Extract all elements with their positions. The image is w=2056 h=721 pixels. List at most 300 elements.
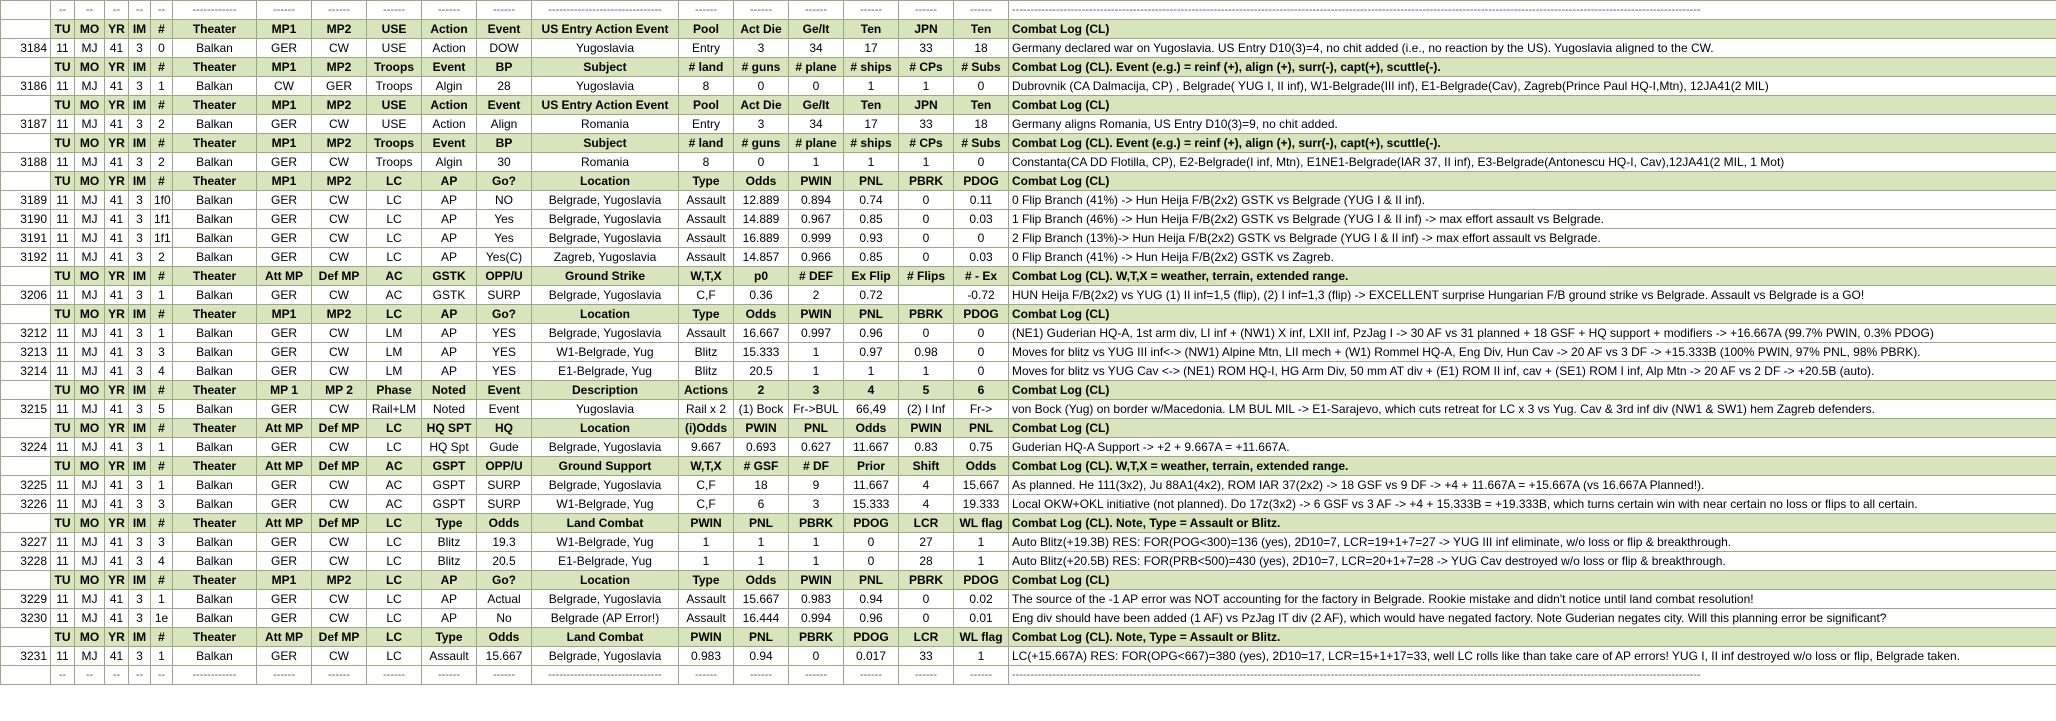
grid-cell[interactable]: 3 bbox=[789, 495, 844, 514]
grid-cell[interactable]: GER bbox=[257, 39, 312, 58]
grid-cell[interactable]: W1-Belgrade, Yug bbox=[532, 533, 679, 552]
grid-cell[interactable]: 1 bbox=[844, 77, 899, 96]
grid-cell[interactable]: JPN bbox=[899, 20, 954, 39]
combat-log-cell[interactable]: Combat Log (CL). Event (e.g.) = reinf (+), align (+), surr(-), capt(+), scuttle(-). bbox=[1009, 58, 2056, 77]
grid-cell[interactable]: Troops bbox=[367, 58, 422, 77]
combat-log-cell[interactable]: Dubrovnik (CA Dalmacija, CP) , Belgrade( YUG I, II inf), W1-Belgrade(III inf), E1-Belgrade(Cav), Zagreb(Prince Paul HQ-I,Mtn), 12JA41(2 MIL) bbox=[1009, 77, 2056, 96]
row-number-cell[interactable]: 3192 bbox=[1, 248, 51, 267]
grid-cell[interactable]: 17 bbox=[844, 115, 899, 134]
grid-cell[interactable]: LC bbox=[367, 628, 422, 647]
grid-cell[interactable]: -- bbox=[151, 666, 173, 685]
grid-cell[interactable]: 1 bbox=[844, 153, 899, 172]
grid-cell[interactable]: SURP bbox=[477, 495, 532, 514]
combat-log-cell[interactable]: Auto Blitz(+20.5B) RES: FOR(PRB<500)=430 (yes), 2D10=7, LCR=20+1+7=28 -> YUG Cav destroyed w/o loss or flip & breakthrough. bbox=[1009, 552, 2056, 571]
grid-cell[interactable]: YR bbox=[105, 172, 129, 191]
grid-cell[interactable]: 33 bbox=[899, 647, 954, 666]
grid-cell[interactable]: # bbox=[151, 457, 173, 476]
grid-cell[interactable]: 11 bbox=[51, 210, 75, 229]
grid-cell[interactable]: 41 bbox=[105, 476, 129, 495]
grid-cell[interactable]: 3 bbox=[129, 286, 151, 305]
grid-cell[interactable]: 3 bbox=[129, 115, 151, 134]
grid-cell[interactable]: p0 bbox=[734, 267, 789, 286]
grid-cell[interactable]: 0.997 bbox=[789, 324, 844, 343]
grid-cell[interactable]: MJ bbox=[75, 229, 105, 248]
grid-cell[interactable]: 0 bbox=[954, 229, 1009, 248]
grid-cell[interactable]: Belgrade, Yugoslavia bbox=[532, 324, 679, 343]
grid-cell[interactable]: 41 bbox=[105, 438, 129, 457]
grid-cell[interactable]: GER bbox=[257, 400, 312, 419]
grid-cell[interactable]: GER bbox=[257, 115, 312, 134]
grid-cell[interactable]: IM bbox=[129, 381, 151, 400]
grid-cell[interactable]: YES bbox=[477, 362, 532, 381]
grid-cell[interactable]: PWIN bbox=[734, 419, 789, 438]
grid-cell[interactable]: Zagreb, Yugoslavia bbox=[532, 248, 679, 267]
grid-cell[interactable]: Actual bbox=[477, 590, 532, 609]
grid-cell[interactable]: # bbox=[151, 20, 173, 39]
grid-cell[interactable]: # CPs bbox=[899, 58, 954, 77]
grid-cell[interactable]: 1 bbox=[151, 286, 173, 305]
grid-cell[interactable]: MJ bbox=[75, 552, 105, 571]
grid-cell[interactable]: Balkan bbox=[173, 590, 257, 609]
grid-cell[interactable]: 41 bbox=[105, 191, 129, 210]
grid-cell[interactable]: 0.983 bbox=[679, 647, 734, 666]
grid-cell[interactable]: 11 bbox=[51, 400, 75, 419]
grid-cell[interactable]: Balkan bbox=[173, 400, 257, 419]
combat-log-cell[interactable]: Combat Log (CL). W,T,X = weather, terrain, extended range. bbox=[1009, 457, 2056, 476]
combat-log-cell[interactable]: The source of the -1 AP error was NOT accounting for the factory in Belgrade. Rookie mistake and didn't notice until land combat resolution! bbox=[1009, 590, 2056, 609]
grid-cell[interactable]: LC bbox=[367, 248, 422, 267]
row-number-cell[interactable] bbox=[1, 20, 51, 39]
grid-cell[interactable]: W1-Belgrade, Yug bbox=[532, 495, 679, 514]
grid-cell[interactable]: Yes bbox=[477, 229, 532, 248]
grid-cell[interactable]: CW bbox=[312, 324, 367, 343]
grid-cell[interactable]: 0.85 bbox=[844, 248, 899, 267]
row-number-cell[interactable] bbox=[1, 571, 51, 590]
grid-cell[interactable]: Balkan bbox=[173, 286, 257, 305]
grid-cell[interactable]: Event bbox=[477, 381, 532, 400]
grid-cell[interactable]: Blitz bbox=[422, 533, 477, 552]
grid-cell[interactable]: GSPT bbox=[422, 476, 477, 495]
grid-cell[interactable]: GER bbox=[257, 533, 312, 552]
row-number-cell[interactable]: 3190 bbox=[1, 210, 51, 229]
grid-cell[interactable]: Fr->BUL bbox=[789, 400, 844, 419]
combat-log-cell[interactable]: 1 Flip Branch (46%) -> Hun Heija F/B(2x2) GSTK vs Belgrade (YUG I & II inf) -> max effort assault vs Belgrade. bbox=[1009, 210, 2056, 229]
grid-cell[interactable]: -0.72 bbox=[954, 286, 1009, 305]
grid-cell[interactable]: 0.894 bbox=[789, 191, 844, 210]
grid-cell[interactable]: GSTK bbox=[422, 267, 477, 286]
grid-cell[interactable]: 0 bbox=[899, 210, 954, 229]
grid-cell[interactable]: Balkan bbox=[173, 343, 257, 362]
grid-cell[interactable]: LC bbox=[367, 552, 422, 571]
grid-cell[interactable]: IM bbox=[129, 628, 151, 647]
combat-log-cell[interactable]: As planned. He 111(3x2), Ju 88A1(4x2), ROM IAR 37(2x2) -> 18 GSF vs 9 DF -> +4 + 11.667A = +15.667A (vs 16.667A Planned!). bbox=[1009, 476, 2056, 495]
grid-cell[interactable]: PBRK bbox=[789, 628, 844, 647]
row-number-cell[interactable]: 3189 bbox=[1, 191, 51, 210]
grid-cell[interactable]: Odds bbox=[734, 571, 789, 590]
grid-cell[interactable]: YR bbox=[105, 267, 129, 286]
combat-log-cell[interactable]: 2 Flip Branch (13%)-> Hun Heija F/B(2x2) GSTK vs Belgrade (YUG I & II inf) -> max effort assault vs Belgrade. bbox=[1009, 229, 2056, 248]
grid-cell[interactable]: CW bbox=[312, 153, 367, 172]
grid-cell[interactable]: Go? bbox=[477, 571, 532, 590]
grid-cell[interactable]: 0 bbox=[151, 39, 173, 58]
grid-cell[interactable]: AC bbox=[367, 476, 422, 495]
grid-cell[interactable]: 11 bbox=[51, 495, 75, 514]
grid-cell[interactable]: LC bbox=[367, 191, 422, 210]
grid-cell[interactable]: AP bbox=[422, 324, 477, 343]
grid-cell[interactable]: PWIN bbox=[679, 628, 734, 647]
grid-cell[interactable]: GER bbox=[257, 552, 312, 571]
grid-cell[interactable]: # bbox=[151, 134, 173, 153]
grid-cell[interactable]: MO bbox=[75, 457, 105, 476]
grid-cell[interactable]: Actions bbox=[679, 381, 734, 400]
grid-cell[interactable]: PWIN bbox=[789, 571, 844, 590]
grid-cell[interactable]: AP bbox=[422, 248, 477, 267]
grid-cell[interactable]: 41 bbox=[105, 590, 129, 609]
grid-cell[interactable]: CW bbox=[312, 210, 367, 229]
grid-cell[interactable]: 1 bbox=[789, 552, 844, 571]
grid-cell[interactable]: Rail x 2 bbox=[679, 400, 734, 419]
grid-cell[interactable]: HQ bbox=[477, 419, 532, 438]
grid-cell[interactable]: 0.97 bbox=[844, 343, 899, 362]
grid-cell[interactable]: 41 bbox=[105, 647, 129, 666]
grid-cell[interactable]: MP1 bbox=[257, 58, 312, 77]
grid-cell[interactable]: MJ bbox=[75, 210, 105, 229]
grid-cell[interactable]: IM bbox=[129, 172, 151, 191]
grid-cell[interactable]: PBRK bbox=[899, 305, 954, 324]
grid-cell[interactable]: # Subs bbox=[954, 134, 1009, 153]
grid-cell[interactable]: Belgrade, Yugoslavia bbox=[532, 210, 679, 229]
grid-cell[interactable]: GER bbox=[257, 362, 312, 381]
grid-cell[interactable]: Act Die bbox=[734, 96, 789, 115]
grid-cell[interactable]: GER bbox=[257, 343, 312, 362]
grid-cell[interactable]: Ge/It bbox=[789, 96, 844, 115]
grid-cell[interactable]: CW bbox=[312, 229, 367, 248]
grid-cell[interactable]: 11 bbox=[51, 77, 75, 96]
combat-log-cell[interactable]: Combat Log (CL). Event (e.g.) = reinf (+), align (+), surr(-), capt(+), scuttle(-). bbox=[1009, 134, 2056, 153]
combat-log-cell[interactable]: LC(+15.667A) RES: FOR(OPG<667)=380 (yes), 2D10=17, LCR=15+1+17=33, well LC rolls like than take care of AP errors! YUG I, II inf destroyed w/o loss or flip, Belgrade taken. bbox=[1009, 647, 2056, 666]
grid-cell[interactable]: 1 bbox=[734, 533, 789, 552]
grid-cell[interactable]: OPP/U bbox=[477, 267, 532, 286]
grid-cell[interactable]: E1-Belgrade, Yug bbox=[532, 362, 679, 381]
grid-cell[interactable]: 0.994 bbox=[789, 609, 844, 628]
grid-cell[interactable]: Yes bbox=[477, 210, 532, 229]
grid-cell[interactable]: 0 bbox=[954, 362, 1009, 381]
grid-cell[interactable]: 0.967 bbox=[789, 210, 844, 229]
grid-cell[interactable]: Theater bbox=[173, 628, 257, 647]
grid-cell[interactable]: 1f1 bbox=[151, 210, 173, 229]
grid-cell[interactable]: 20.5 bbox=[734, 362, 789, 381]
grid-cell[interactable]: MO bbox=[75, 419, 105, 438]
grid-cell[interactable]: MO bbox=[75, 267, 105, 286]
grid-cell[interactable]: ------ bbox=[477, 1, 532, 20]
grid-cell[interactable]: 41 bbox=[105, 324, 129, 343]
grid-cell[interactable]: C,F bbox=[679, 286, 734, 305]
grid-cell[interactable]: GER bbox=[257, 210, 312, 229]
grid-cell[interactable]: MJ bbox=[75, 495, 105, 514]
grid-cell[interactable]: ------ bbox=[257, 666, 312, 685]
row-number-cell[interactable]: 3214 bbox=[1, 362, 51, 381]
combat-log-cell[interactable]: Germany declared war on Yugoslavia. US Entry D10(3)=4, no chit added (i.e., no reaction by the US). Yugoslavia aligned to the CW. bbox=[1009, 39, 2056, 58]
grid-cell[interactable]: LM bbox=[367, 362, 422, 381]
grid-cell[interactable]: Theater bbox=[173, 20, 257, 39]
grid-cell[interactable]: Prior bbox=[844, 457, 899, 476]
grid-cell[interactable]: # - Ex bbox=[954, 267, 1009, 286]
grid-cell[interactable]: Blitz bbox=[679, 343, 734, 362]
combat-log-cell[interactable]: -------------------------------------------------------------------------------------------------------------------------------------------------------------------------------------------- bbox=[1009, 666, 2056, 685]
grid-cell[interactable]: Assault bbox=[679, 609, 734, 628]
grid-cell[interactable]: 33 bbox=[899, 115, 954, 134]
grid-cell[interactable]: 4 bbox=[844, 381, 899, 400]
grid-cell[interactable]: PNL bbox=[844, 571, 899, 590]
grid-cell[interactable]: CW bbox=[312, 609, 367, 628]
grid-cell[interactable]: Pool bbox=[679, 20, 734, 39]
grid-cell[interactable]: ------ bbox=[734, 666, 789, 685]
grid-cell[interactable]: Troops bbox=[367, 134, 422, 153]
grid-cell[interactable]: 30 bbox=[477, 153, 532, 172]
grid-cell[interactable]: Blitz bbox=[422, 552, 477, 571]
grid-cell[interactable]: ------ bbox=[844, 1, 899, 20]
grid-cell[interactable]: HQ SPT bbox=[422, 419, 477, 438]
grid-cell[interactable]: 3 bbox=[129, 552, 151, 571]
grid-cell[interactable]: # bbox=[151, 514, 173, 533]
grid-cell[interactable]: -- bbox=[105, 1, 129, 20]
grid-cell[interactable]: LM bbox=[367, 343, 422, 362]
row-number-cell[interactable] bbox=[1, 305, 51, 324]
grid-cell[interactable]: LC bbox=[367, 438, 422, 457]
grid-cell[interactable]: Att MP bbox=[257, 628, 312, 647]
grid-cell[interactable]: LC bbox=[367, 514, 422, 533]
grid-cell[interactable]: Act Die bbox=[734, 20, 789, 39]
grid-cell[interactable]: 41 bbox=[105, 229, 129, 248]
row-number-cell[interactable] bbox=[1, 96, 51, 115]
grid-cell[interactable]: IM bbox=[129, 457, 151, 476]
grid-cell[interactable]: GER bbox=[257, 153, 312, 172]
row-number-cell[interactable] bbox=[1, 514, 51, 533]
grid-cell[interactable]: 11 bbox=[51, 362, 75, 381]
grid-cell[interactable]: YR bbox=[105, 628, 129, 647]
grid-cell[interactable]: Ten bbox=[954, 96, 1009, 115]
row-number-cell[interactable]: 3224 bbox=[1, 438, 51, 457]
grid-cell[interactable]: TU bbox=[51, 419, 75, 438]
row-number-cell[interactable] bbox=[1, 172, 51, 191]
grid-cell[interactable]: ------ bbox=[954, 1, 1009, 20]
grid-cell[interactable]: AP bbox=[422, 172, 477, 191]
grid-cell[interactable]: 3 bbox=[129, 495, 151, 514]
grid-cell[interactable]: ------------------------------- bbox=[532, 1, 679, 20]
grid-cell[interactable]: 0.693 bbox=[734, 438, 789, 457]
grid-cell[interactable]: 11 bbox=[51, 286, 75, 305]
grid-cell[interactable]: IM bbox=[129, 571, 151, 590]
grid-cell[interactable]: Go? bbox=[477, 172, 532, 191]
combat-log-cell[interactable]: Auto Blitz(+19.3B) RES: FOR(POG<300)=136 (yes), 2D10=7, LCR=19+1+7=27 -> YUG III inf eliminate, w/o loss or flip & breakthrough. bbox=[1009, 533, 2056, 552]
grid-cell[interactable]: 18 bbox=[954, 115, 1009, 134]
grid-cell[interactable]: Event bbox=[477, 20, 532, 39]
grid-cell[interactable]: Belgrade, Yugoslavia bbox=[532, 191, 679, 210]
grid-cell[interactable]: Noted bbox=[422, 381, 477, 400]
grid-cell[interactable]: 0.966 bbox=[789, 248, 844, 267]
grid-cell[interactable]: ------ bbox=[422, 1, 477, 20]
grid-cell[interactable]: 1 bbox=[899, 362, 954, 381]
grid-cell[interactable]: 41 bbox=[105, 115, 129, 134]
grid-cell[interactable]: 41 bbox=[105, 609, 129, 628]
grid-cell[interactable]: 3 bbox=[789, 381, 844, 400]
grid-cell[interactable]: LC bbox=[367, 419, 422, 438]
grid-cell[interactable]: GSPT bbox=[422, 495, 477, 514]
grid-cell[interactable]: Balkan bbox=[173, 476, 257, 495]
grid-cell[interactable]: W,T,X bbox=[679, 267, 734, 286]
grid-cell[interactable]: Def MP bbox=[312, 457, 367, 476]
grid-cell[interactable]: LC bbox=[367, 305, 422, 324]
grid-cell[interactable]: CW bbox=[312, 533, 367, 552]
grid-cell[interactable]: Balkan bbox=[173, 609, 257, 628]
grid-cell[interactable]: Theater bbox=[173, 267, 257, 286]
grid-cell[interactable]: 41 bbox=[105, 153, 129, 172]
grid-cell[interactable]: ------ bbox=[899, 1, 954, 20]
grid-cell[interactable]: TU bbox=[51, 628, 75, 647]
grid-cell[interactable]: LC bbox=[367, 647, 422, 666]
grid-cell[interactable]: CW bbox=[312, 400, 367, 419]
grid-cell[interactable]: No bbox=[477, 609, 532, 628]
grid-cell[interactable]: 1 bbox=[789, 343, 844, 362]
grid-cell[interactable]: 0 bbox=[734, 153, 789, 172]
grid-cell[interactable]: # bbox=[151, 305, 173, 324]
grid-cell[interactable]: # Subs bbox=[954, 58, 1009, 77]
grid-cell[interactable]: 3 bbox=[129, 400, 151, 419]
grid-cell[interactable]: TU bbox=[51, 58, 75, 77]
grid-cell[interactable]: MP1 bbox=[257, 96, 312, 115]
grid-cell[interactable]: TU bbox=[51, 267, 75, 286]
grid-cell[interactable]: MP2 bbox=[312, 20, 367, 39]
combat-log-cell[interactable]: Combat Log (CL) bbox=[1009, 419, 2056, 438]
grid-cell[interactable]: # GSF bbox=[734, 457, 789, 476]
grid-cell[interactable]: 3 bbox=[129, 39, 151, 58]
grid-cell[interactable]: Belgrade, Yugoslavia bbox=[532, 286, 679, 305]
grid-cell[interactable]: 11 bbox=[51, 476, 75, 495]
grid-cell[interactable]: 11 bbox=[51, 647, 75, 666]
grid-cell[interactable]: GER bbox=[257, 248, 312, 267]
grid-cell[interactable]: CW bbox=[312, 438, 367, 457]
grid-cell[interactable]: DOW bbox=[477, 39, 532, 58]
grid-cell[interactable]: IM bbox=[129, 305, 151, 324]
grid-cell[interactable]: ------ bbox=[312, 1, 367, 20]
grid-cell[interactable]: 1 bbox=[789, 153, 844, 172]
grid-cell[interactable]: US Entry Action Event bbox=[532, 20, 679, 39]
grid-cell[interactable]: 0 bbox=[954, 77, 1009, 96]
grid-cell[interactable]: 41 bbox=[105, 343, 129, 362]
grid-cell[interactable]: -- bbox=[129, 1, 151, 20]
grid-cell[interactable]: AC bbox=[367, 286, 422, 305]
grid-cell[interactable]: TU bbox=[51, 96, 75, 115]
grid-cell[interactable]: # bbox=[151, 172, 173, 191]
grid-cell[interactable]: Ground Support bbox=[532, 457, 679, 476]
grid-cell[interactable]: Theater bbox=[173, 457, 257, 476]
row-number-cell[interactable] bbox=[1, 134, 51, 153]
grid-cell[interactable]: USE bbox=[367, 20, 422, 39]
grid-cell[interactable]: CW bbox=[312, 552, 367, 571]
combat-log-cell[interactable]: von Bock (Yug) on border w/Macedonia. LM BUL MIL -> E1-Sarajevo, which cuts retreat for LC x 3 vs Yug. Cav & 3rd inf div (NW1 & SW1) hem Zagreb defenders. bbox=[1009, 400, 2056, 419]
grid-cell[interactable]: MJ bbox=[75, 400, 105, 419]
grid-cell[interactable]: JPN bbox=[899, 96, 954, 115]
grid-cell[interactable]: MO bbox=[75, 571, 105, 590]
grid-cell[interactable]: 15.667 bbox=[734, 590, 789, 609]
grid-cell[interactable]: 11 bbox=[51, 438, 75, 457]
grid-cell[interactable]: 18 bbox=[734, 476, 789, 495]
grid-cell[interactable]: AP bbox=[422, 343, 477, 362]
combat-log-cell[interactable]: Combat Log (CL) bbox=[1009, 172, 2056, 191]
grid-cell[interactable]: Assault bbox=[679, 210, 734, 229]
row-number-cell[interactable] bbox=[1, 457, 51, 476]
grid-cell[interactable]: 0 bbox=[899, 324, 954, 343]
row-number-cell[interactable] bbox=[1, 381, 51, 400]
grid-cell[interactable]: 1 bbox=[789, 533, 844, 552]
grid-cell[interactable]: 3 bbox=[129, 438, 151, 457]
grid-cell[interactable]: 5 bbox=[899, 381, 954, 400]
grid-cell[interactable]: Subject bbox=[532, 58, 679, 77]
grid-cell[interactable]: MJ bbox=[75, 77, 105, 96]
grid-cell[interactable]: 11 bbox=[51, 552, 75, 571]
grid-cell[interactable]: Theater bbox=[173, 172, 257, 191]
grid-cell[interactable]: GER bbox=[257, 229, 312, 248]
grid-cell[interactable]: GER bbox=[257, 495, 312, 514]
grid-cell[interactable]: Location bbox=[532, 305, 679, 324]
combat-log-cell[interactable]: Combat Log (CL) bbox=[1009, 96, 2056, 115]
grid-cell[interactable]: Balkan bbox=[173, 647, 257, 666]
grid-cell[interactable]: YR bbox=[105, 571, 129, 590]
grid-cell[interactable]: Yes(C) bbox=[477, 248, 532, 267]
grid-cell[interactable]: 1 bbox=[954, 647, 1009, 666]
grid-cell[interactable]: 0.83 bbox=[899, 438, 954, 457]
grid-cell[interactable]: TU bbox=[51, 571, 75, 590]
grid-cell[interactable]: Troops bbox=[367, 77, 422, 96]
row-number-cell[interactable]: 3212 bbox=[1, 324, 51, 343]
grid-cell[interactable]: AP bbox=[422, 305, 477, 324]
grid-cell[interactable]: ------ bbox=[367, 1, 422, 20]
grid-cell[interactable]: GER bbox=[257, 609, 312, 628]
grid-cell[interactable]: YR bbox=[105, 305, 129, 324]
grid-cell[interactable]: # bbox=[151, 96, 173, 115]
grid-cell[interactable]: ------ bbox=[312, 666, 367, 685]
grid-cell[interactable]: 0.983 bbox=[789, 590, 844, 609]
grid-cell[interactable]: # CPs bbox=[899, 134, 954, 153]
grid-cell[interactable]: ------ bbox=[257, 1, 312, 20]
grid-cell[interactable]: PBRK bbox=[899, 172, 954, 191]
row-number-cell[interactable]: 3225 bbox=[1, 476, 51, 495]
grid-cell[interactable]: 3 bbox=[734, 115, 789, 134]
grid-cell[interactable]: 0 bbox=[899, 248, 954, 267]
grid-cell[interactable]: 41 bbox=[105, 552, 129, 571]
grid-cell[interactable]: 41 bbox=[105, 362, 129, 381]
grid-cell[interactable]: PDOG bbox=[954, 571, 1009, 590]
grid-cell[interactable]: Yugoslavia bbox=[532, 39, 679, 58]
grid-cell[interactable]: PBRK bbox=[899, 571, 954, 590]
grid-cell[interactable]: MJ bbox=[75, 533, 105, 552]
grid-cell[interactable]: 3 bbox=[129, 609, 151, 628]
grid-cell[interactable]: MP 1 bbox=[257, 381, 312, 400]
grid-cell[interactable]: Land Combat bbox=[532, 514, 679, 533]
grid-cell[interactable]: 12.889 bbox=[734, 191, 789, 210]
grid-cell[interactable]: 11 bbox=[51, 324, 75, 343]
grid-cell[interactable]: TU bbox=[51, 457, 75, 476]
grid-cell[interactable]: W,T,X bbox=[679, 457, 734, 476]
combat-log-cell[interactable]: 0 Flip Branch (41%) -> Hun Heija F/B(2x2) GSTK vs Zagreb. bbox=[1009, 248, 2056, 267]
grid-cell[interactable]: ------ bbox=[734, 1, 789, 20]
grid-cell[interactable]: 2 bbox=[734, 381, 789, 400]
grid-cell[interactable]: YR bbox=[105, 96, 129, 115]
grid-cell[interactable]: Romania bbox=[532, 153, 679, 172]
grid-cell[interactable]: LM bbox=[367, 324, 422, 343]
grid-cell[interactable]: 0.36 bbox=[734, 286, 789, 305]
grid-cell[interactable]: Assault bbox=[679, 324, 734, 343]
